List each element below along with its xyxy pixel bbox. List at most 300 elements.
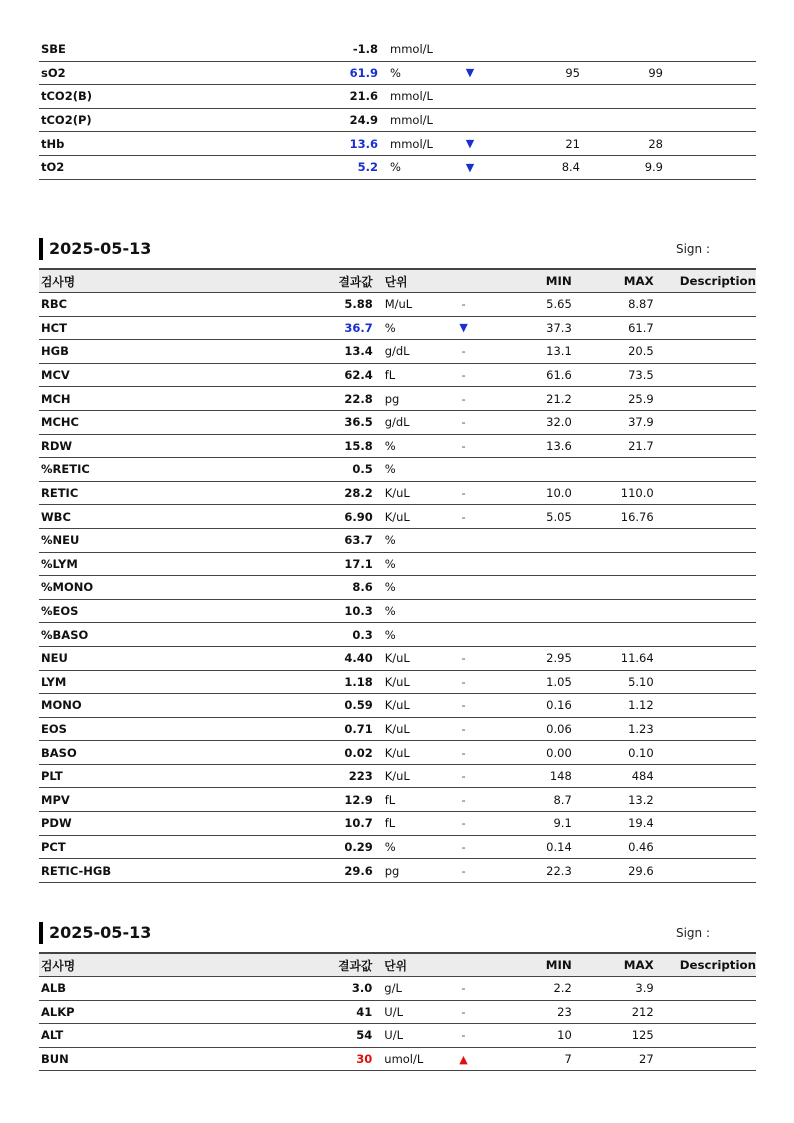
flag-indicator: -	[434, 1000, 493, 1024]
result-value: 30	[237, 1047, 372, 1071]
flag-indicator	[440, 38, 500, 61]
table-row	[39, 1047, 756, 1071]
sign-label: Sign :	[675, 926, 710, 940]
cbc-table	[39, 268, 756, 883]
unit: K/uL	[373, 646, 434, 670]
description	[654, 316, 756, 340]
result-value: 54	[237, 1024, 372, 1048]
unit: fL	[373, 812, 434, 836]
min-value: 22.3	[493, 859, 572, 883]
min-value: 61.6	[493, 363, 572, 387]
flag-indicator: -	[434, 505, 493, 529]
table-row	[39, 363, 756, 387]
min-value: 2.2	[493, 977, 572, 1001]
description	[654, 1000, 756, 1024]
chemistry-rows	[39, 977, 756, 1071]
max-value	[580, 85, 663, 109]
unit: g/L	[372, 977, 434, 1001]
description	[654, 552, 756, 576]
min-value: 13.6	[493, 434, 572, 458]
test-name: tCO2(P)	[39, 108, 241, 132]
unit: mmol/L	[378, 132, 440, 156]
flag-indicator: -	[434, 340, 493, 364]
table-row	[39, 576, 756, 600]
max-value	[572, 528, 654, 552]
flag-indicator	[434, 576, 493, 600]
result-value: 63.7	[238, 528, 373, 552]
unit: %	[373, 623, 434, 647]
unit: pg	[373, 387, 434, 411]
flag-indicator: -	[434, 363, 493, 387]
table-row	[39, 764, 756, 788]
max-value: 27	[572, 1047, 654, 1071]
max-value: 37.9	[572, 410, 654, 434]
flag-indicator: -	[434, 977, 493, 1001]
result-value: 0.29	[238, 835, 373, 859]
result-value: 8.6	[238, 576, 373, 600]
unit: M/uL	[373, 293, 434, 317]
description	[654, 694, 756, 718]
unit: fL	[373, 363, 434, 387]
table-row	[39, 340, 756, 364]
table-row	[39, 61, 756, 85]
unit: g/dL	[373, 410, 434, 434]
table-row	[39, 599, 756, 623]
min-value: 148	[493, 764, 572, 788]
table-row	[39, 835, 756, 859]
test-name: %EOS	[39, 599, 238, 623]
max-value: 13.2	[572, 788, 654, 812]
table-row	[39, 623, 756, 647]
result-value: 12.9	[238, 788, 373, 812]
high-arrow-icon: ▲	[434, 1047, 493, 1071]
result-value: 0.02	[238, 741, 373, 765]
unit: pg	[373, 859, 434, 883]
unit: K/uL	[373, 481, 434, 505]
section-header-cbc	[39, 238, 756, 260]
test-name: HCT	[39, 316, 238, 340]
table-row	[39, 434, 756, 458]
flag-indicator: -	[434, 410, 493, 434]
table-row	[39, 694, 756, 718]
table-row	[39, 85, 756, 109]
max-value: 20.5	[572, 340, 654, 364]
max-value: 9.9	[580, 155, 663, 179]
header-description: Description	[654, 269, 756, 293]
table-row	[39, 859, 756, 883]
header-flag	[434, 269, 493, 293]
unit: %	[373, 835, 434, 859]
blood-gas-rows	[39, 38, 756, 179]
unit: fL	[373, 788, 434, 812]
header-min: MIN	[493, 953, 572, 977]
min-value	[500, 38, 580, 61]
table-row	[39, 387, 756, 411]
header-min: MIN	[493, 269, 572, 293]
test-name: %MONO	[39, 576, 238, 600]
unit: K/uL	[373, 764, 434, 788]
min-value: 10.0	[493, 481, 572, 505]
min-value: 32.0	[493, 410, 572, 434]
unit: K/uL	[373, 717, 434, 741]
flag-indicator	[434, 552, 493, 576]
min-value	[500, 85, 580, 109]
test-name: ALT	[39, 1024, 237, 1048]
section-header-chemistry	[39, 922, 756, 944]
test-name: BASO	[39, 741, 238, 765]
result-value: 24.9	[241, 108, 378, 132]
description	[654, 599, 756, 623]
description	[663, 85, 756, 109]
test-name: sO2	[39, 61, 241, 85]
max-value: 1.23	[572, 717, 654, 741]
unit: %	[373, 434, 434, 458]
section-date: 2025-05-13	[49, 239, 152, 258]
min-value	[493, 623, 572, 647]
unit: %	[373, 316, 434, 340]
min-value: 0.00	[493, 741, 572, 765]
unit: mmol/L	[378, 38, 440, 61]
table-row	[39, 132, 756, 156]
description	[654, 505, 756, 529]
unit: %	[378, 155, 440, 179]
flag-indicator: -	[434, 646, 493, 670]
description	[654, 717, 756, 741]
result-value: 41	[237, 1000, 372, 1024]
flag-indicator: -	[434, 788, 493, 812]
description	[654, 623, 756, 647]
min-value: 13.1	[493, 340, 572, 364]
max-value	[572, 576, 654, 600]
flag-indicator	[440, 85, 500, 109]
flag-indicator: -	[434, 481, 493, 505]
unit: U/L	[372, 1000, 434, 1024]
test-name: RETIC	[39, 481, 238, 505]
max-value: 19.4	[572, 812, 654, 836]
header-max: MAX	[572, 953, 654, 977]
result-value: 17.1	[238, 552, 373, 576]
sign-label: Sign :	[675, 242, 710, 256]
test-name: LYM	[39, 670, 238, 694]
unit: %	[373, 576, 434, 600]
test-name: ALB	[39, 977, 237, 1001]
flag-indicator: -	[434, 859, 493, 883]
result-value: 21.6	[241, 85, 378, 109]
max-value: 21.7	[572, 434, 654, 458]
test-name: WBC	[39, 505, 238, 529]
max-value: 28	[580, 132, 663, 156]
description	[663, 155, 756, 179]
description	[654, 977, 756, 1001]
max-value: 125	[572, 1024, 654, 1048]
flag-indicator	[434, 458, 493, 482]
header-description: Description	[654, 953, 756, 977]
max-value: 73.5	[572, 363, 654, 387]
min-value: 9.1	[493, 812, 572, 836]
unit: K/uL	[373, 741, 434, 765]
result-value: 22.8	[238, 387, 373, 411]
flag-indicator: -	[434, 694, 493, 718]
min-value: 5.05	[493, 505, 572, 529]
unit: %	[373, 552, 434, 576]
result-value: 223	[238, 764, 373, 788]
unit: g/dL	[373, 340, 434, 364]
description	[654, 340, 756, 364]
description	[654, 812, 756, 836]
description	[654, 387, 756, 411]
flag-indicator: -	[434, 835, 493, 859]
result-value: 0.71	[238, 717, 373, 741]
description	[654, 528, 756, 552]
result-value: 36.5	[238, 410, 373, 434]
flag-indicator: -	[434, 764, 493, 788]
unit: K/uL	[373, 670, 434, 694]
description	[654, 788, 756, 812]
test-name: PLT	[39, 764, 238, 788]
flag-indicator: -	[434, 812, 493, 836]
max-value	[572, 458, 654, 482]
test-name: BUN	[39, 1047, 237, 1071]
max-value: 11.64	[572, 646, 654, 670]
description	[654, 859, 756, 883]
min-value: 37.3	[493, 316, 572, 340]
test-name: MCHC	[39, 410, 238, 434]
description	[654, 835, 756, 859]
section-marker	[39, 922, 43, 944]
test-name: %LYM	[39, 552, 238, 576]
test-name: RETIC-HGB	[39, 859, 238, 883]
description	[654, 741, 756, 765]
table-row	[39, 528, 756, 552]
max-value	[572, 623, 654, 647]
test-name: NEU	[39, 646, 238, 670]
test-name: MCV	[39, 363, 238, 387]
header-flag	[434, 953, 493, 977]
flag-indicator: -	[434, 387, 493, 411]
min-value: 5.65	[493, 293, 572, 317]
min-value	[493, 599, 572, 623]
unit: %	[373, 599, 434, 623]
result-value: 15.8	[238, 434, 373, 458]
description	[654, 293, 756, 317]
header-unit: 단위	[372, 953, 434, 977]
min-value	[500, 108, 580, 132]
table-row	[39, 812, 756, 836]
max-value: 25.9	[572, 387, 654, 411]
section-marker	[39, 238, 43, 260]
result-value: 29.6	[238, 859, 373, 883]
table-row	[39, 1024, 756, 1048]
test-name: PCT	[39, 835, 238, 859]
result-value: 4.40	[238, 646, 373, 670]
min-value: 8.4	[500, 155, 580, 179]
min-value: 8.7	[493, 788, 572, 812]
max-value: 1.12	[572, 694, 654, 718]
max-value	[572, 552, 654, 576]
flag-indicator	[434, 528, 493, 552]
header-name: 검사명	[39, 269, 238, 293]
min-value: 95	[500, 61, 580, 85]
header-value: 결과값	[238, 269, 373, 293]
result-value: 5.2	[241, 155, 378, 179]
test-name: MPV	[39, 788, 238, 812]
unit: K/uL	[373, 694, 434, 718]
unit: mmol/L	[378, 85, 440, 109]
test-name: tHb	[39, 132, 241, 156]
max-value: 8.87	[572, 293, 654, 317]
min-value	[493, 576, 572, 600]
table-row	[39, 788, 756, 812]
min-value: 7	[493, 1047, 572, 1071]
max-value: 3.9	[572, 977, 654, 1001]
max-value: 29.6	[572, 859, 654, 883]
description	[654, 458, 756, 482]
unit: U/L	[372, 1024, 434, 1048]
flag-indicator: -	[434, 741, 493, 765]
low-arrow-icon: ▼	[440, 155, 500, 179]
min-value	[493, 458, 572, 482]
test-name: RDW	[39, 434, 238, 458]
min-value: 0.14	[493, 835, 572, 859]
table-row	[39, 108, 756, 132]
test-name: RBC	[39, 293, 238, 317]
max-value: 0.46	[572, 835, 654, 859]
test-name: SBE	[39, 38, 241, 61]
result-value: 3.0	[237, 977, 372, 1001]
min-value: 1.05	[493, 670, 572, 694]
table-row	[39, 552, 756, 576]
test-name: tO2	[39, 155, 241, 179]
max-value: 0.10	[572, 741, 654, 765]
description	[663, 38, 756, 61]
table-row	[39, 646, 756, 670]
result-value: 61.9	[241, 61, 378, 85]
result-value: 13.6	[241, 132, 378, 156]
unit: K/uL	[373, 505, 434, 529]
header-value: 결과값	[237, 953, 372, 977]
test-name: %NEU	[39, 528, 238, 552]
header-unit: 단위	[373, 269, 434, 293]
table-row	[39, 293, 756, 317]
max-value: 110.0	[572, 481, 654, 505]
max-value: 99	[580, 61, 663, 85]
result-value: 10.7	[238, 812, 373, 836]
description	[654, 481, 756, 505]
description	[654, 434, 756, 458]
low-arrow-icon: ▼	[440, 61, 500, 85]
min-value	[493, 552, 572, 576]
max-value: 61.7	[572, 316, 654, 340]
description	[663, 108, 756, 132]
table-header-row	[39, 269, 756, 293]
table-row	[39, 410, 756, 434]
result-value: 0.3	[238, 623, 373, 647]
header-max: MAX	[572, 269, 654, 293]
min-value: 21.2	[493, 387, 572, 411]
description	[654, 646, 756, 670]
max-value	[572, 599, 654, 623]
chemistry-table	[39, 952, 756, 1071]
result-value: 28.2	[238, 481, 373, 505]
max-value	[580, 108, 663, 132]
description	[654, 1047, 756, 1071]
result-value: 36.7	[238, 316, 373, 340]
test-name: MCH	[39, 387, 238, 411]
test-name: %BASO	[39, 623, 238, 647]
flag-indicator	[434, 599, 493, 623]
result-value: 1.18	[238, 670, 373, 694]
max-value	[580, 38, 663, 61]
description	[654, 670, 756, 694]
max-value: 484	[572, 764, 654, 788]
blood-gas-table	[39, 38, 756, 180]
min-value: 21	[500, 132, 580, 156]
min-value: 2.95	[493, 646, 572, 670]
table-row	[39, 505, 756, 529]
test-name: ALKP	[39, 1000, 237, 1024]
result-value: 0.5	[238, 458, 373, 482]
max-value: 212	[572, 1000, 654, 1024]
min-value: 23	[493, 1000, 572, 1024]
result-value: 13.4	[238, 340, 373, 364]
flag-indicator: -	[434, 434, 493, 458]
result-value: 10.3	[238, 599, 373, 623]
header-name: 검사명	[39, 953, 237, 977]
description	[654, 363, 756, 387]
description	[663, 132, 756, 156]
result-value: 6.90	[238, 505, 373, 529]
table-row	[39, 717, 756, 741]
low-arrow-icon: ▼	[440, 132, 500, 156]
table-row	[39, 977, 756, 1001]
max-value: 5.10	[572, 670, 654, 694]
min-value: 0.16	[493, 694, 572, 718]
min-value: 10	[493, 1024, 572, 1048]
flag-indicator: -	[434, 1024, 493, 1048]
test-name: MONO	[39, 694, 238, 718]
table-row	[39, 1000, 756, 1024]
test-name: EOS	[39, 717, 238, 741]
flag-indicator	[434, 623, 493, 647]
test-name: %RETIC	[39, 458, 238, 482]
section-date: 2025-05-13	[49, 923, 152, 942]
result-value: 0.59	[238, 694, 373, 718]
min-value	[493, 528, 572, 552]
table-row	[39, 155, 756, 179]
description	[663, 61, 756, 85]
test-name: HGB	[39, 340, 238, 364]
flag-indicator: -	[434, 717, 493, 741]
table-row	[39, 670, 756, 694]
flag-indicator	[440, 108, 500, 132]
result-value: 5.88	[238, 293, 373, 317]
unit: %	[373, 458, 434, 482]
table-row	[39, 316, 756, 340]
table-row	[39, 481, 756, 505]
flag-indicator: -	[434, 293, 493, 317]
unit: %	[378, 61, 440, 85]
table-row	[39, 741, 756, 765]
table-header-row	[39, 953, 756, 977]
table-row	[39, 458, 756, 482]
unit: umol/L	[372, 1047, 434, 1071]
min-value: 0.06	[493, 717, 572, 741]
unit: mmol/L	[378, 108, 440, 132]
cbc-rows	[39, 293, 756, 883]
low-arrow-icon: ▼	[434, 316, 493, 340]
description	[654, 410, 756, 434]
result-value: -1.8	[241, 38, 378, 61]
